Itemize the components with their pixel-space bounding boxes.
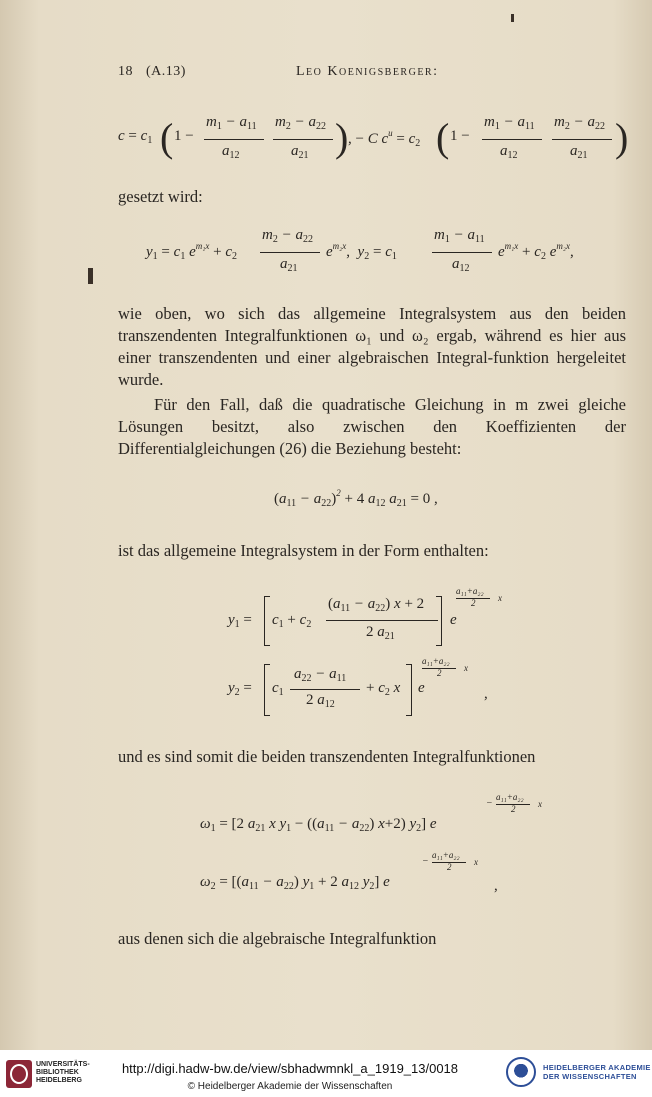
equation-5: $y_2$ = $c_1$ $a_{22} - a_{11}$ 2 $a_{12}$ + $c_2$ x e a₁₁+a₂₂ 2 x , — [228, 656, 528, 722]
equation-1: $c = c_1$ ( 1 − $m_1 - a_{11}$ $a_{12}$ $m_2 - a_{22}$ $a_{21}$ ) , − C $c^u = c_2$ ( 1 − $m_1 - a_{11}$ $a_{12}$ $m_2 - a_{22}$ $a_{21}$ ) — [118, 114, 629, 161]
text-fuer-den-fall — [118, 394, 626, 460]
copyright-notice: © Heidelberger Akademie der Wissenschaften — [187, 1081, 393, 1092]
permalink-url[interactable]: http://digi.hadw-bw.de/view/sbhadwmnkl_a_1919_13/0018 — [121, 1061, 459, 1076]
text-aus-denen — [118, 928, 626, 950]
equation-4: $y_1$ = $c_1 + c_2$ $(a_{11} - a_{22}) x + 2$ 2 $a_{21}$ e a₁₁+a₂₂ 2 x — [228, 586, 528, 650]
page-number: 18 — [118, 64, 133, 79]
academy-name: HEIDELBERGER AKADEMIE DER WISSENSCHAFTEN — [543, 1063, 651, 1081]
paragraph: und es sind somit die beiden transzendenten Integralfunktionen — [118, 747, 536, 766]
paragraph: gesetzt wird: — [118, 187, 203, 206]
academy-logo-icon — [506, 1057, 536, 1087]
equation-6: $\omega_1 = [2$ $a_{21}$ x $y_1 - ((a_{11} - a_{22})$ x+2) $y_2$] e − a₁₁+a₂₂ 2 x — [200, 792, 542, 834]
equation-2: $y_1 = c_1$ $e^{m_1x} + c_2$ $m_2 - a_{22}$ $a_{21}$ $e^{m_2x}$, $y_2 = c_1$ $m_1 - a_{11}$ $a_{12}$ $e^{m_1x} + c_2$ $e^{m_2x}$, — [146, 227, 574, 274]
text-und-es — [118, 746, 626, 768]
text-wie-oben — [118, 303, 626, 391]
paragraph: wie oben, wo sich das allgemeine Integralsystem aus den beiden transzendenten Integralfunktionen ω₁ und ω₂ ergab, während es hier aus einer transzendenten und einer algebraischen Integral-funktion hergeleitet wurde. — [118, 304, 626, 389]
section-reference: (A.13) — [146, 64, 186, 79]
university-library-name: UNIVERSITÄTS- BIBLIOTHEK HEIDELBERG — [36, 1061, 90, 1084]
paragraph: Für den Fall, daß die quadratische Gleichung in m zwei gleiche Lösungen besitzt, also zwischen den Koeffizienten der Differentialgleichungen (26) die Beziehung besteht: — [118, 395, 626, 458]
paragraph: ist das allgemeine Integralsystem in der Form enthalten: — [118, 541, 489, 560]
running-title: Leo Koenigsberger: — [296, 64, 439, 79]
equation-3: $(a_{11} - a_{22})^2 + 4$ $a_{12}$ $a_{21} = 0$ , — [274, 488, 438, 509]
ink-spot — [511, 14, 514, 22]
equation-7: $\omega_2 = [(a_{11} - a_{22}) y_1 + 2$ $a_{12}$ $y_2$] e − a₁₁+a₂₂ 2 x , — [200, 850, 498, 894]
digitization-footer — [0, 1050, 652, 1097]
university-library-logo-icon — [6, 1060, 32, 1088]
text-gesetzt — [118, 186, 626, 208]
paragraph: aus denen sich die algebraische Integralfunktion — [118, 929, 437, 948]
ink-spot — [88, 268, 93, 284]
text-ist-das — [118, 540, 626, 562]
